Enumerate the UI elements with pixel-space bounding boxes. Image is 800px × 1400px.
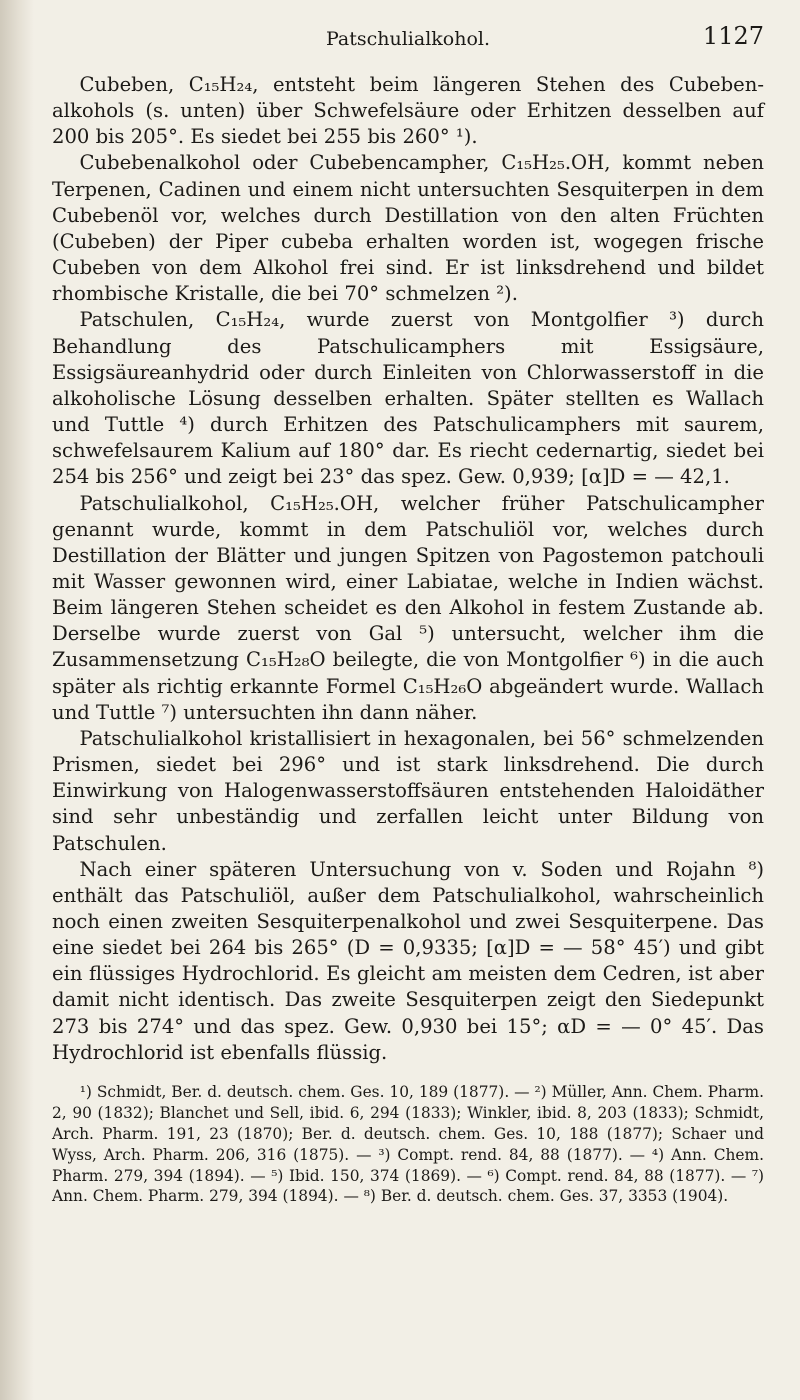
- paragraph-cubeben: Cubeben, C₁₅H₂₄, entsteht beim längeren Stehen des Cubeben-alkohols (s. unten) über Schwefelsäure oder Erhitzen desselben auf 200 bis 205°. Es siedet bei 255 bis 260° ¹).: [52, 73, 764, 149]
- page-header: [52, 0, 764, 72]
- paragraph-patschulen: Patschulen, C₁₅H₂₄, wurde zuerst von Montgolfier ³) durch Behandlung des Patschulicamphers mit Essigsäure, Essigsäureanhydrid oder durch Einleiten von Chlorwasserstoff in die alkoholische Lösung desselben erhalten. Später stellten es Wallach und Tuttle ⁴) durch Erhitzen des Patschulicamphers mit saurem, schwefelsaurem Kalium auf 180° dar. Es riecht cedernartig, siedet bei 254 bis 256° und zeigt bei 23° das spez. Gew. 0,939; [α]D = — 42,1.: [52, 308, 764, 489]
- running-title: Patschulialkohol.: [325, 28, 491, 50]
- binding-shadow: [0, 0, 34, 1400]
- footnote-block: ¹) Schmidt, Ber. d. deutsch. chem. Ges. 10, 189 (1877). — ²) Müller, Ann. Chem. Pharm. 2, 90 (1832); Blanchet und Sell, ibid. 6, 294 (1833); Winkler, ibid. 8, 203 (1833); Schmidt, Arch. Pharm. 191, 23 (1870); Ber. d. deutsch. chem. Ges. 10, 188 (1877); Schaer und Wyss, Arch. Pharm. 206, 316 (1875). — ³) Compt. rend. 84, 88 (1877). — ⁴) Ann. Chem. Pharm. 279, 394 (1894). — ⁵) Ibid. 150, 374 (1869). — ⁶) Compt. rend. 84, 88 (1877). — ⁷) Ann. Chem. Pharm. 279, 394 (1894). — ⁸) Ber. d. deutsch. chem. Ges. 37, 3353 (1904).: [52, 1082, 764, 1206]
- book-page: [52, 0, 764, 1400]
- paragraph-soden-rojahn: Nach einer späteren Untersuchung von v. Soden und Rojahn ⁸) enthält das Patschuliöl, außer dem Patschulialkohol, wahrscheinlich noch einen zweiten Sesquiterpenalkohol und zwei Sesquiterpene. Das eine siedet bei 264 bis 265° (D = 0,9335; [α]D = — 58° 45′) und gibt ein flüssiges Hydrochlorid. Es gleicht am meisten dem Cedren, ist aber damit nicht identisch. Das zweite Sesquiterpen zeigt den Siedepunkt 273 bis 274° und das spez. Gew. 0,930 bei 15°; αD = — 0° 45′. Das Hydrochlorid ist ebenfalls flüssig.: [52, 857, 764, 1064]
- paragraph-patschulialkohol: Patschulialkohol, C₁₅H₂₅.OH, welcher früher Patschulicampher genannt wurde, kommt in dem Patschuliöl vor, welches durch Destillation der Blätter und jungen Spitzen von Pagostemon patchouli mit Wasser gewonnen wird, einer Labiatae, welche in Indien wächst. Beim längeren Stehen scheidet es den Alkohol in festem Zustande ab. Derselbe wurde zuerst von Gal ⁵) untersucht, welcher ihm die Zusammensetzung C₁₅H₂₈O beilegte, die von Montgolfier ⁶) in die auch später als richtig erkannte Formel C₁₅H₂₆O abgeändert wurde. Wallach und Tuttle ⁷) untersuchten ihn dann näher.: [52, 491, 764, 724]
- paragraph-properties: Patschulialkohol kristallisiert in hexagonalen, bei 56° schmelzenden Prismen, siedet bei 296° und ist stark linksdrehend. Die durch Einwirkung von Halogenwasserstoffsäuren entstehenden Haloidäther sind sehr unbeständig und zerfallen leicht unter Bildung von Patschulen.: [52, 726, 764, 855]
- page-number: 1127: [702, 22, 764, 50]
- paragraph-cubebenalkohol: Cubebenalkohol oder Cubebencampher, C₁₅H₂₅.OH, kommt neben Terpenen, Cadinen und einem nicht untersuchten Sesquiterpen in dem Cubebenöl vor, welches durch Destillation von den alten Früchten (Cubeben) der Piper cubeba erhalten worden ist, wogegen frische Cubeben von dem Alkohol frei sind. Er ist linksdrehend und bildet rhombische Kristalle, die bei 70° schmelzen ²).: [52, 151, 764, 306]
- body-text: [52, 72, 764, 1066]
- footnotes: [52, 1082, 764, 1207]
